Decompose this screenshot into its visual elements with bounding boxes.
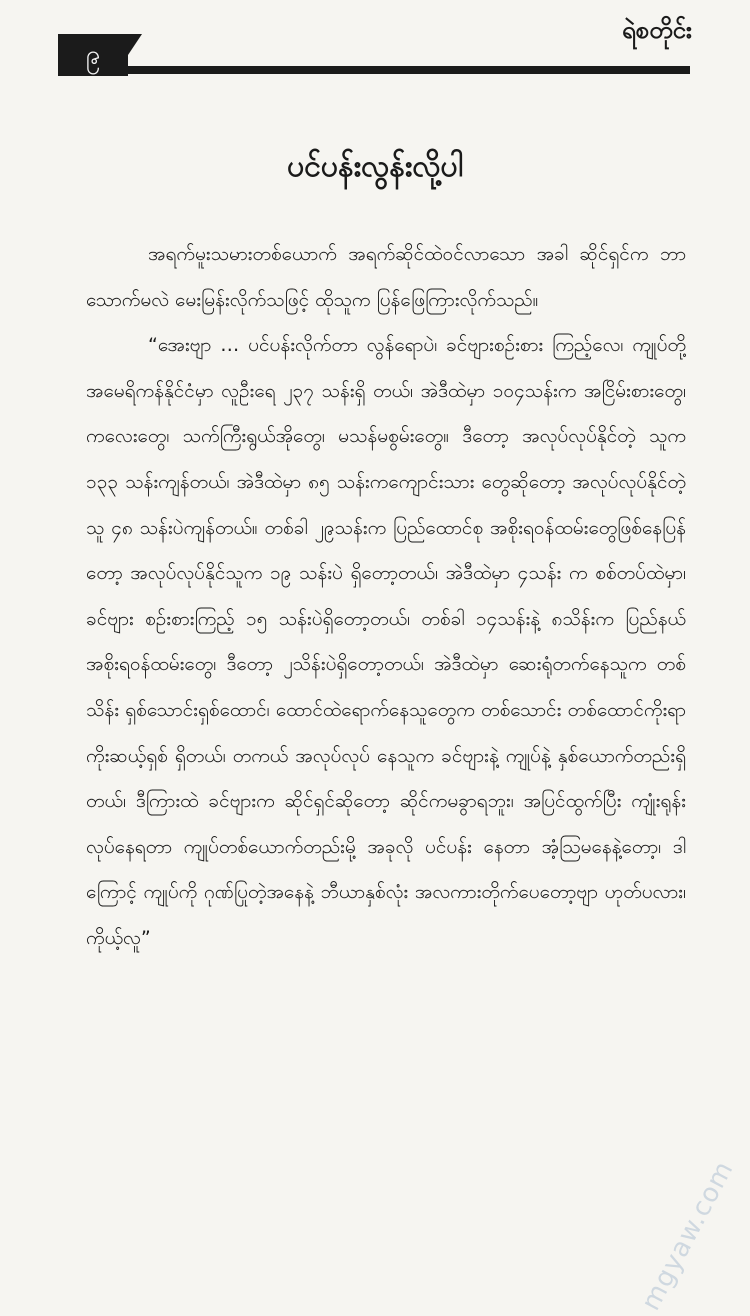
watermark: mgyaw.com	[636, 1155, 740, 1316]
story-title: ပင်ပန်းလွန်းလို့ပါ	[287, 149, 463, 184]
page-header	[0, 0, 750, 110]
story-body	[86, 232, 686, 962]
header-rule	[128, 66, 690, 74]
running-head: ရဲစတိုင်း	[621, 16, 692, 44]
page-number: ၉	[58, 34, 128, 76]
paragraph-dialogue: “အေးဗျာ … ပင်ပန်းလိုက်တာ လွန်ရောပဲ၊ ခင်ဗျားစဉ်းစား ကြည့်လေ၊ ကျုပ်တို့ အမေရိကန်နိုင်ငံမှာ လူဦးရေ ၂၃၇ သန်းရှိ တယ်၊ အဲဒီထဲမှာ ၁၀၄သန်းက အငြိမ်းစားတွေ၊ ကလေးတွေ၊ သက်ကြီးရွယ်အိုတွေ၊ မသန်မစွမ်းတွေ။ ဒီတော့ အလုပ်လုပ်နိုင်တဲ့ သူက ၁၃၃ သန်းကျန်တယ်၊ အဲဒီထဲမှာ ၈၅ သန်းကကျောင်းသား တွေဆိုတော့ အလုပ်လုပ်နိုင်တဲ့သူ ၄၈ သန်းပဲကျန်တယ်။ တစ်ခါ ၂၉သန်းက ပြည်ထောင်စု အစိုးရဝန်ထမ်းတွေဖြစ်နေပြန်တော့ အလုပ်လုပ်နိုင်သူက ၁၉ သန်းပဲ ရှိတော့တယ်၊ အဲဒီထဲမှာ ၄သန်း က စစ်တပ်ထဲမှာ၊ ခင်ဗျား စဉ်းစားကြည့် ၁၅ သန်းပဲရှိတော့တယ်၊ တစ်ခါ ၁၄သန်းနဲ့ ၈သိန်းက ပြည်နယ်အစိုးရဝန်ထမ်းတွေ၊ ဒီတော့ ၂သိန်းပဲရှိတော့တယ်၊ အဲဒီထဲမှာ ဆေးရုံတက်နေသူက တစ်သိန်း ရှစ်သောင်းရှစ်ထောင်၊ ထောင်ထဲရောက်နေသူတွေက တစ်သောင်း တစ်ထောင်ကိုးရာ ကိုးဆယ့်ရှစ် ရှိတယ်၊ တကယ် အလုပ်လုပ် နေသူက ခင်ဗျားနဲ့ ကျုပ်နဲ့ နှစ်ယောက်တည်းရှိတယ်၊ ဒီကြားထဲ ခင်ဗျားက ဆိုင်ရှင်ဆိုတော့ ဆိုင်ကမခွာရဘူး၊ အပြင်ထွက်ပြီး ကျုံးရုန်းလုပ်နေရတာ ကျုပ်တစ်ယောက်တည်းမို့ အခုလို ပင်ပန်း နေတာ အံ့သြမနေနဲ့တော့၊ ဒါကြောင့် ကျုပ်ကို ဂုဏ်ပြုတဲ့အနေနဲ့ ဘီယာနှစ်လုံး အလကားတိုက်ပေတော့ဗျာ ဟုတ်ပလား၊ ကိုယ့်လူ”	[86, 334, 686, 949]
paragraph-intro: အရက်မူးသမားတစ်ယောက် အရက်ဆိုင်ထဲဝင်လာသော အခါ ဆိုင်ရှင်က ဘာသောက်မလဲ မေးမြန်းလိုက်သဖြင့် ထိုသူက ပြန်ဖြေကြားလိုက်သည်။	[86, 243, 686, 311]
